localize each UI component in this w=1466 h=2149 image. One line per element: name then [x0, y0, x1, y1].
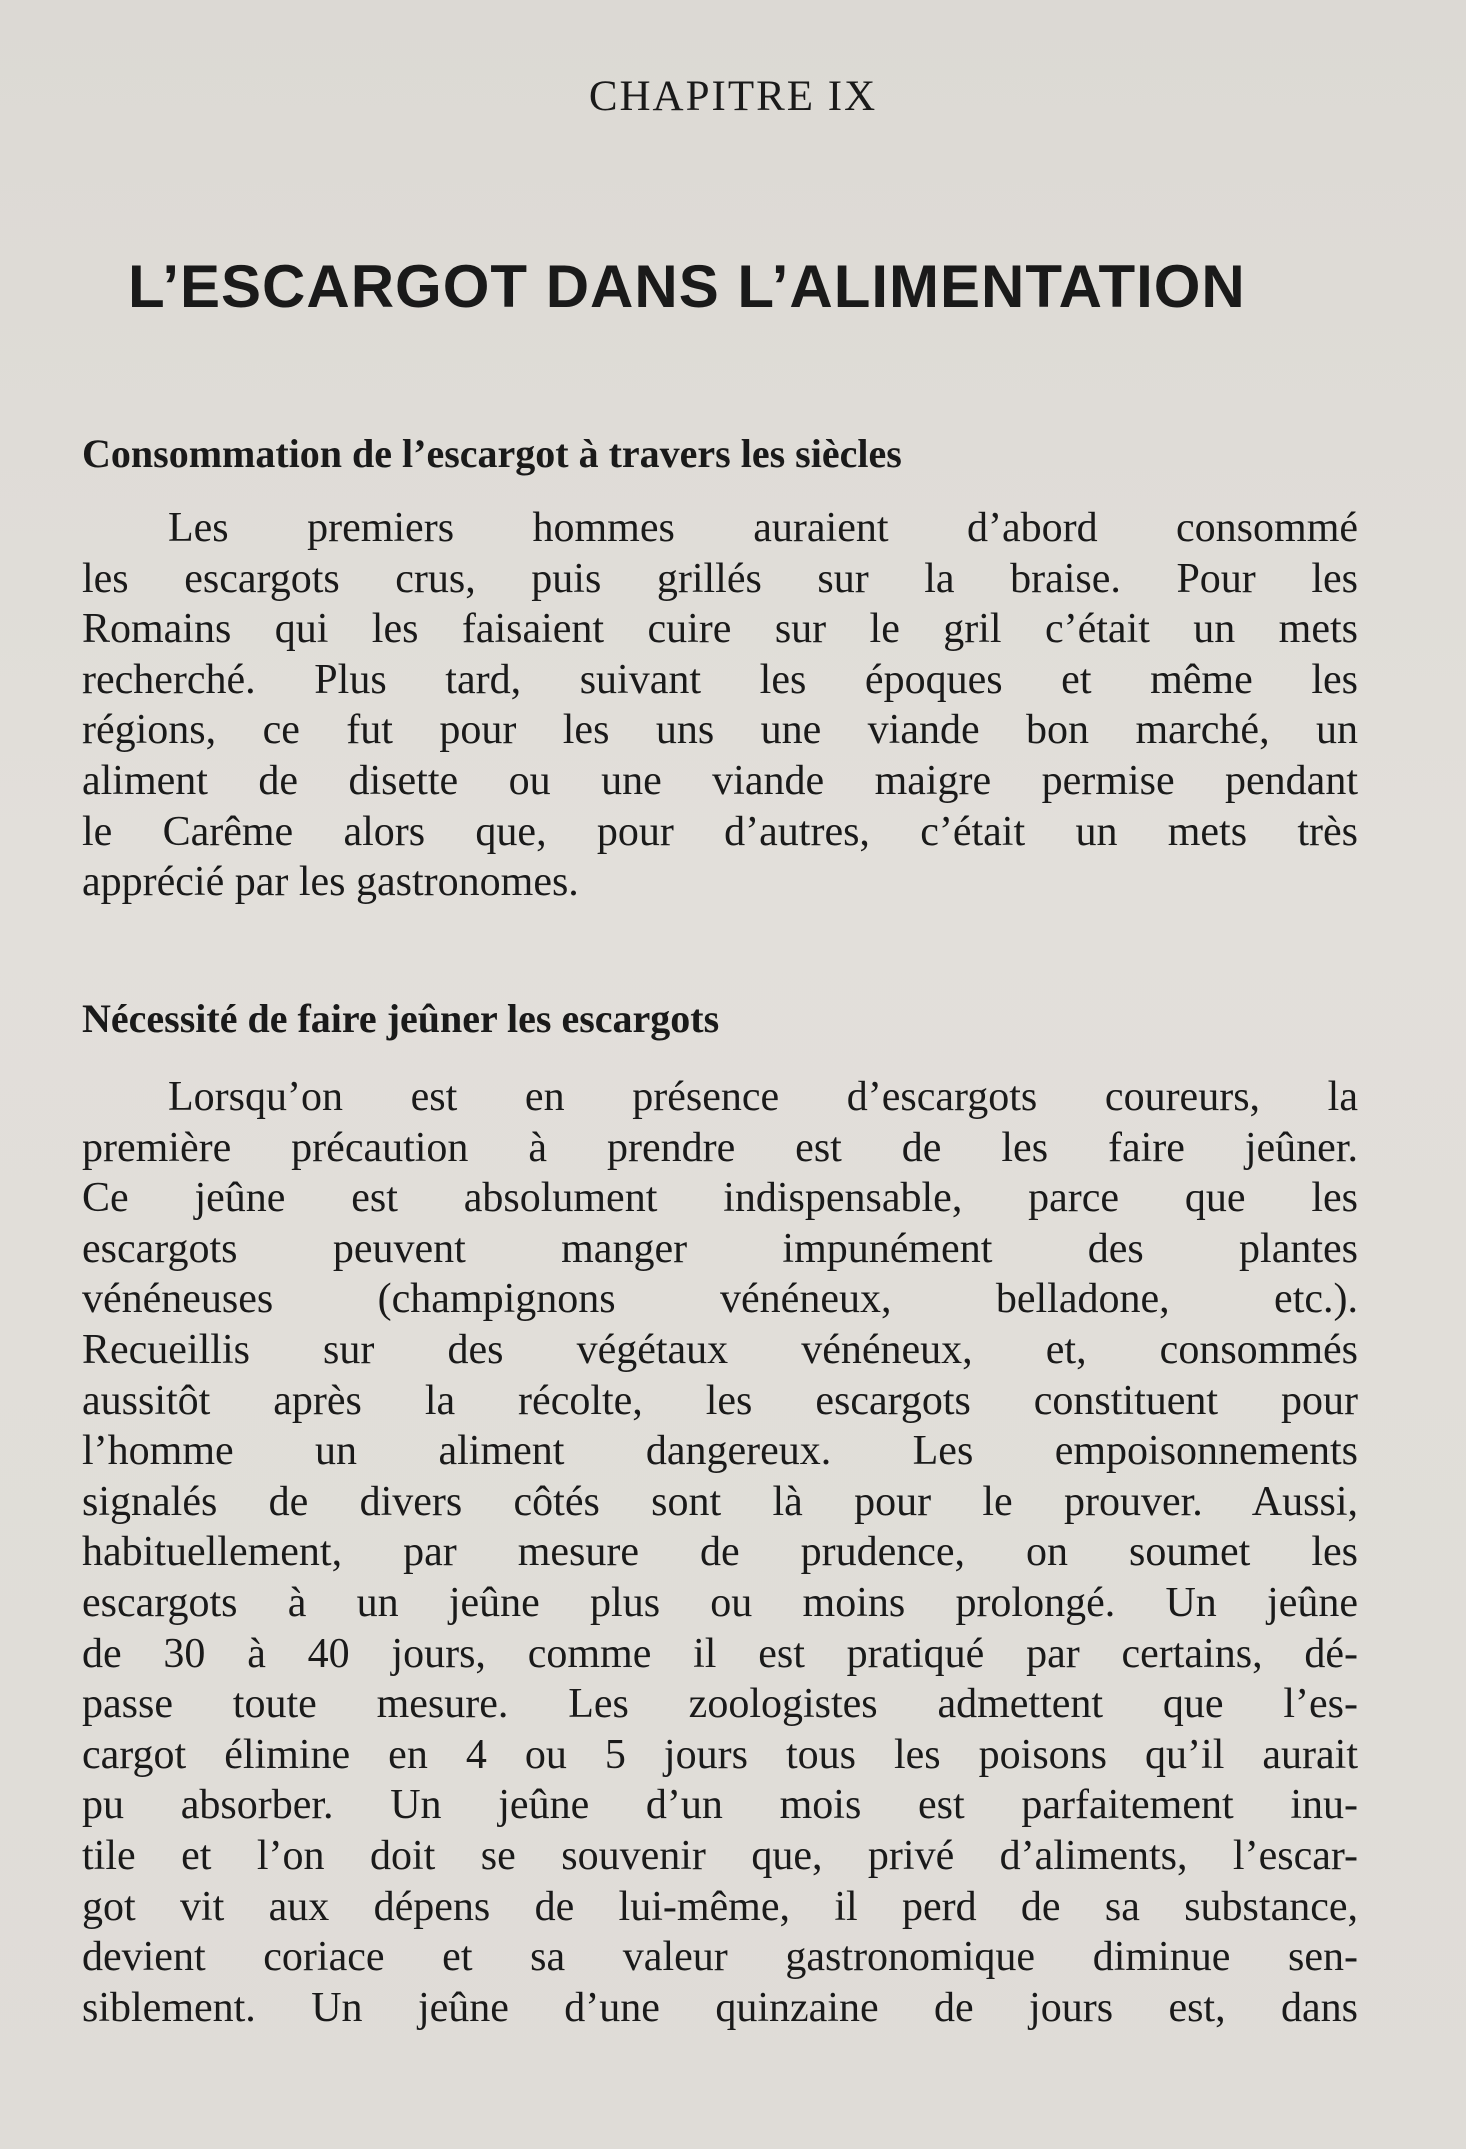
paragraph-line: aliment de disette ou une viande maigre permise pendant	[82, 757, 1358, 804]
paragraph-line: passe toute mesure. Les zoologistes admettent que l’es-	[82, 1681, 1358, 1728]
chapter-number: CHAPITRE IX	[588, 73, 878, 120]
section-heading-consommation: Consommation de l’escargot à travers les siècles	[82, 431, 902, 476]
paragraph-line: Ce jeûne est absolument indispensable, parce que les	[82, 1175, 1358, 1222]
paragraph-line: got vit aux dépens de lui-même, il perd de sa substance,	[82, 1883, 1358, 1930]
paragraph-line: pu absorber. Un jeûne d’un mois est parfaitement inu-	[82, 1782, 1358, 1829]
chapter-title: L’ESCARGOT DANS L’ALIMENTATION	[128, 253, 1246, 320]
paragraph-line: Romains qui les faisaient cuire sur le gril c’était un mets	[82, 606, 1358, 653]
paragraph-line: devient coriace et sa valeur gastronomique diminue sen-	[82, 1934, 1358, 1981]
paragraph-line: apprécié par les gastronomes.	[82, 859, 579, 906]
paragraph-line: le Carême alors que, pour d’autres, c’était un mets très	[82, 808, 1358, 855]
paragraph-line: habituellement, par mesure de prudence, on soumet les	[82, 1529, 1358, 1576]
paragraph-line: Recueillis sur des végétaux vénéneux, et, consommés	[82, 1326, 1358, 1373]
paragraph-line: siblement. Un jeûne d’une quinzaine de jours est, dans	[82, 1984, 1358, 2031]
paragraph-line: de 30 à 40 jours, comme il est pratiqué par certains, dé-	[82, 1630, 1358, 1677]
section-heading-jeune: Nécessité de faire jeûner les escargots	[82, 996, 720, 1041]
paragraph-line: signalés de divers côtés sont là pour le prouver. Aussi,	[82, 1478, 1358, 1525]
paragraph-consommation	[82, 503, 1358, 908]
paragraph-line: cargot élimine en 4 ou 5 jours tous les poisons qu’il aurait	[82, 1731, 1358, 1778]
paragraph-line: escargots à un jeûne plus ou moins prolongé. Un jeûne	[82, 1579, 1358, 1626]
paragraph-line: Les premiers hommes auraient d’abord consommé	[168, 505, 1358, 551]
paragraph-line: première précaution à prendre est de les faire jeûner.	[82, 1124, 1358, 1171]
paragraph-line: aussitôt après la récolte, les escargots constituent pour	[82, 1377, 1358, 1424]
paragraph-line: recherché. Plus tard, suivant les époques et même les	[82, 656, 1358, 703]
paragraph-line: les escargots crus, puis grillés sur la braise. Pour les	[82, 555, 1358, 602]
paragraph-line: l’homme un aliment dangereux. Les empoisonnements	[82, 1428, 1358, 1475]
paragraph-line: escargots peuvent manger impunément des plantes	[82, 1225, 1358, 1272]
paragraph-line: Lorsqu’on est en présence d’escargots coureurs, la	[168, 1074, 1358, 1120]
paragraph-jeune	[82, 1072, 1358, 2033]
paragraph-line: tile et l’on doit se souvenir que, privé d’aliments, l’escar-	[82, 1832, 1358, 1879]
paragraph-line: régions, ce fut pour les uns une viande bon marché, un	[82, 707, 1358, 754]
paragraph-line: vénéneuses (champignons vénéneux, belladone, etc.).	[82, 1276, 1358, 1323]
